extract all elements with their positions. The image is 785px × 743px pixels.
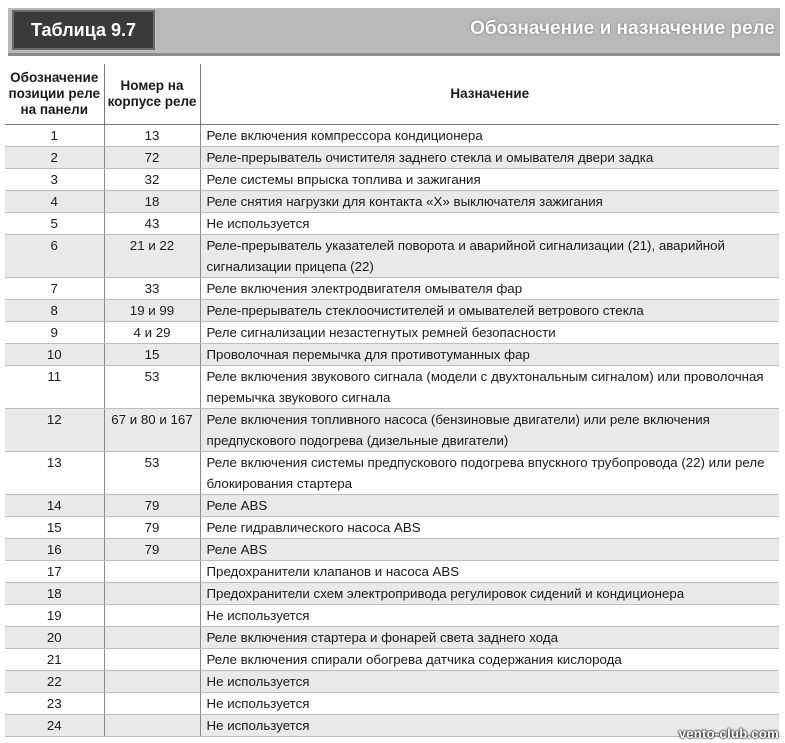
purpose-line: Реле включения топливного насоса (бензиновые двигатели) или реле включения <box>206 412 710 427</box>
cell-position: 17 <box>5 561 104 583</box>
cell-position: 18 <box>5 583 104 605</box>
cell-relay-number <box>104 583 200 605</box>
cell-relay-number: 21 и 22 <box>104 235 200 278</box>
cell-purpose: Предохранители схем электропривода регулировок сидений и кондиционера <box>200 583 779 605</box>
purpose-line: предпускового подогрева (дизельные двигатели) <box>206 433 509 448</box>
table-row <box>5 147 779 169</box>
purpose-line: блокирования стартера <box>206 476 353 491</box>
table-row <box>5 495 779 517</box>
cell-purpose: Не используется <box>200 715 779 737</box>
cell-relay-number: 4 и 29 <box>104 322 200 344</box>
cell-relay-number <box>104 561 200 583</box>
cell-purpose: Предохранители клапанов и насоса ABS <box>200 561 779 583</box>
cell-purpose: Реле сигнализации незастегнутых ремней безопасности <box>200 322 779 344</box>
cell-position: 23 <box>5 693 104 715</box>
cell-position: 12 <box>5 409 104 452</box>
purpose-line: сигнализации прицепа (22) <box>206 259 374 274</box>
cell-position: 24 <box>5 715 104 737</box>
table-row <box>5 627 779 649</box>
cell-relay-number: 79 <box>104 517 200 539</box>
cell-purpose: Реле гидравлического насоса ABS <box>200 517 779 539</box>
table-row <box>5 278 779 300</box>
purpose-line: перемычка звукового сигнала <box>206 390 391 405</box>
table-row <box>5 213 779 235</box>
cell-position: 11 <box>5 366 104 409</box>
cell-purpose: Не используется <box>200 213 779 235</box>
cell-position: 2 <box>5 147 104 169</box>
table-row <box>5 409 779 452</box>
cell-relay-number: 13 <box>104 125 200 147</box>
table-row <box>5 169 779 191</box>
table-title: Обозначение и назначение реле <box>470 18 775 39</box>
cell-purpose: Реле включения компрессора кондиционера <box>200 125 779 147</box>
table-number-label: Таблица 9.7 <box>12 10 155 50</box>
cell-purpose <box>200 235 779 278</box>
cell-purpose: Реле включения стартера и фонарей света заднего хода <box>200 627 779 649</box>
cell-purpose: Реле ABS <box>200 495 779 517</box>
table-row <box>5 649 779 671</box>
cell-purpose: Реле снятия нагрузки для контакта «Х» выключателя зажигания <box>200 191 779 213</box>
cell-position: 4 <box>5 191 104 213</box>
cell-relay-number: 19 и 99 <box>104 300 200 322</box>
cell-relay-number: 33 <box>104 278 200 300</box>
table-row <box>5 583 779 605</box>
table-row <box>5 517 779 539</box>
table-row <box>5 235 779 278</box>
cell-purpose: Не используется <box>200 605 779 627</box>
cell-relay-number: 15 <box>104 344 200 366</box>
table-row <box>5 605 779 627</box>
cell-position: 15 <box>5 517 104 539</box>
site-watermark: vento-club.com <box>678 726 779 741</box>
column-header-purpose: Назначение <box>200 64 779 125</box>
table-row <box>5 300 779 322</box>
cell-relay-number: 53 <box>104 366 200 409</box>
cell-relay-number <box>104 671 200 693</box>
cell-relay-number: 72 <box>104 147 200 169</box>
cell-relay-number: 67 и 80 и 167 <box>104 409 200 452</box>
table-row <box>5 191 779 213</box>
relay-table <box>5 64 779 737</box>
table-row <box>5 561 779 583</box>
cell-purpose: Реле включения спирали обогрева датчика содержания кислорода <box>200 649 779 671</box>
table-row <box>5 671 779 693</box>
table-row <box>5 322 779 344</box>
cell-purpose: Реле-прерыватель стеклоочистителей и омывателей ветрового стекла <box>200 300 779 322</box>
column-header-position: Обозначение позиции реле на панели <box>5 64 104 125</box>
cell-relay-number: 79 <box>104 495 200 517</box>
cell-position: 7 <box>5 278 104 300</box>
cell-purpose: Проволочная перемычка для противотуманных фар <box>200 344 779 366</box>
purpose-line: Реле включения звукового сигнала (модели с двухтональным сигналом) или проволочная <box>206 369 764 384</box>
cell-position: 10 <box>5 344 104 366</box>
cell-purpose <box>200 452 779 495</box>
cell-relay-number <box>104 605 200 627</box>
table-header-row <box>5 64 779 125</box>
cell-relay-number: 43 <box>104 213 200 235</box>
cell-purpose: Реле-прерыватель очистителя заднего стекла и омывателя двери задка <box>200 147 779 169</box>
cell-position: 20 <box>5 627 104 649</box>
relay-table-container <box>5 64 779 737</box>
cell-position: 3 <box>5 169 104 191</box>
table-row <box>5 715 779 737</box>
cell-relay-number: 79 <box>104 539 200 561</box>
cell-purpose <box>200 366 779 409</box>
cell-position: 9 <box>5 322 104 344</box>
cell-relay-number <box>104 627 200 649</box>
cell-position: 1 <box>5 125 104 147</box>
cell-relay-number <box>104 649 200 671</box>
cell-purpose <box>200 409 779 452</box>
table-row <box>5 366 779 409</box>
cell-position: 5 <box>5 213 104 235</box>
cell-position: 8 <box>5 300 104 322</box>
cell-position: 22 <box>5 671 104 693</box>
cell-relay-number <box>104 693 200 715</box>
table-row <box>5 125 779 147</box>
cell-relay-number: 18 <box>104 191 200 213</box>
cell-position: 21 <box>5 649 104 671</box>
cell-purpose: Не используется <box>200 671 779 693</box>
table-row <box>5 693 779 715</box>
cell-purpose: Реле ABS <box>200 539 779 561</box>
cell-purpose: Реле включения электродвигателя омывателя фар <box>200 278 779 300</box>
cell-position: 16 <box>5 539 104 561</box>
cell-relay-number <box>104 715 200 737</box>
table-row <box>5 539 779 561</box>
cell-relay-number: 32 <box>104 169 200 191</box>
table-row <box>5 452 779 495</box>
cell-purpose: Реле системы впрыска топлива и зажигания <box>200 169 779 191</box>
table-body <box>5 125 779 737</box>
cell-relay-number: 53 <box>104 452 200 495</box>
cell-position: 14 <box>5 495 104 517</box>
cell-position: 6 <box>5 235 104 278</box>
table-row <box>5 344 779 366</box>
column-header-relay-number: Номер на корпусе реле <box>104 64 200 125</box>
cell-position: 19 <box>5 605 104 627</box>
purpose-line: Реле включения системы предпускового подогрева впускного трубопровода (22) или реле <box>206 455 765 470</box>
cell-position: 13 <box>5 452 104 495</box>
cell-purpose: Не используется <box>200 693 779 715</box>
purpose-line: Реле-прерыватель указателей поворота и аварийной сигнализации (21), аварийной <box>206 238 725 253</box>
